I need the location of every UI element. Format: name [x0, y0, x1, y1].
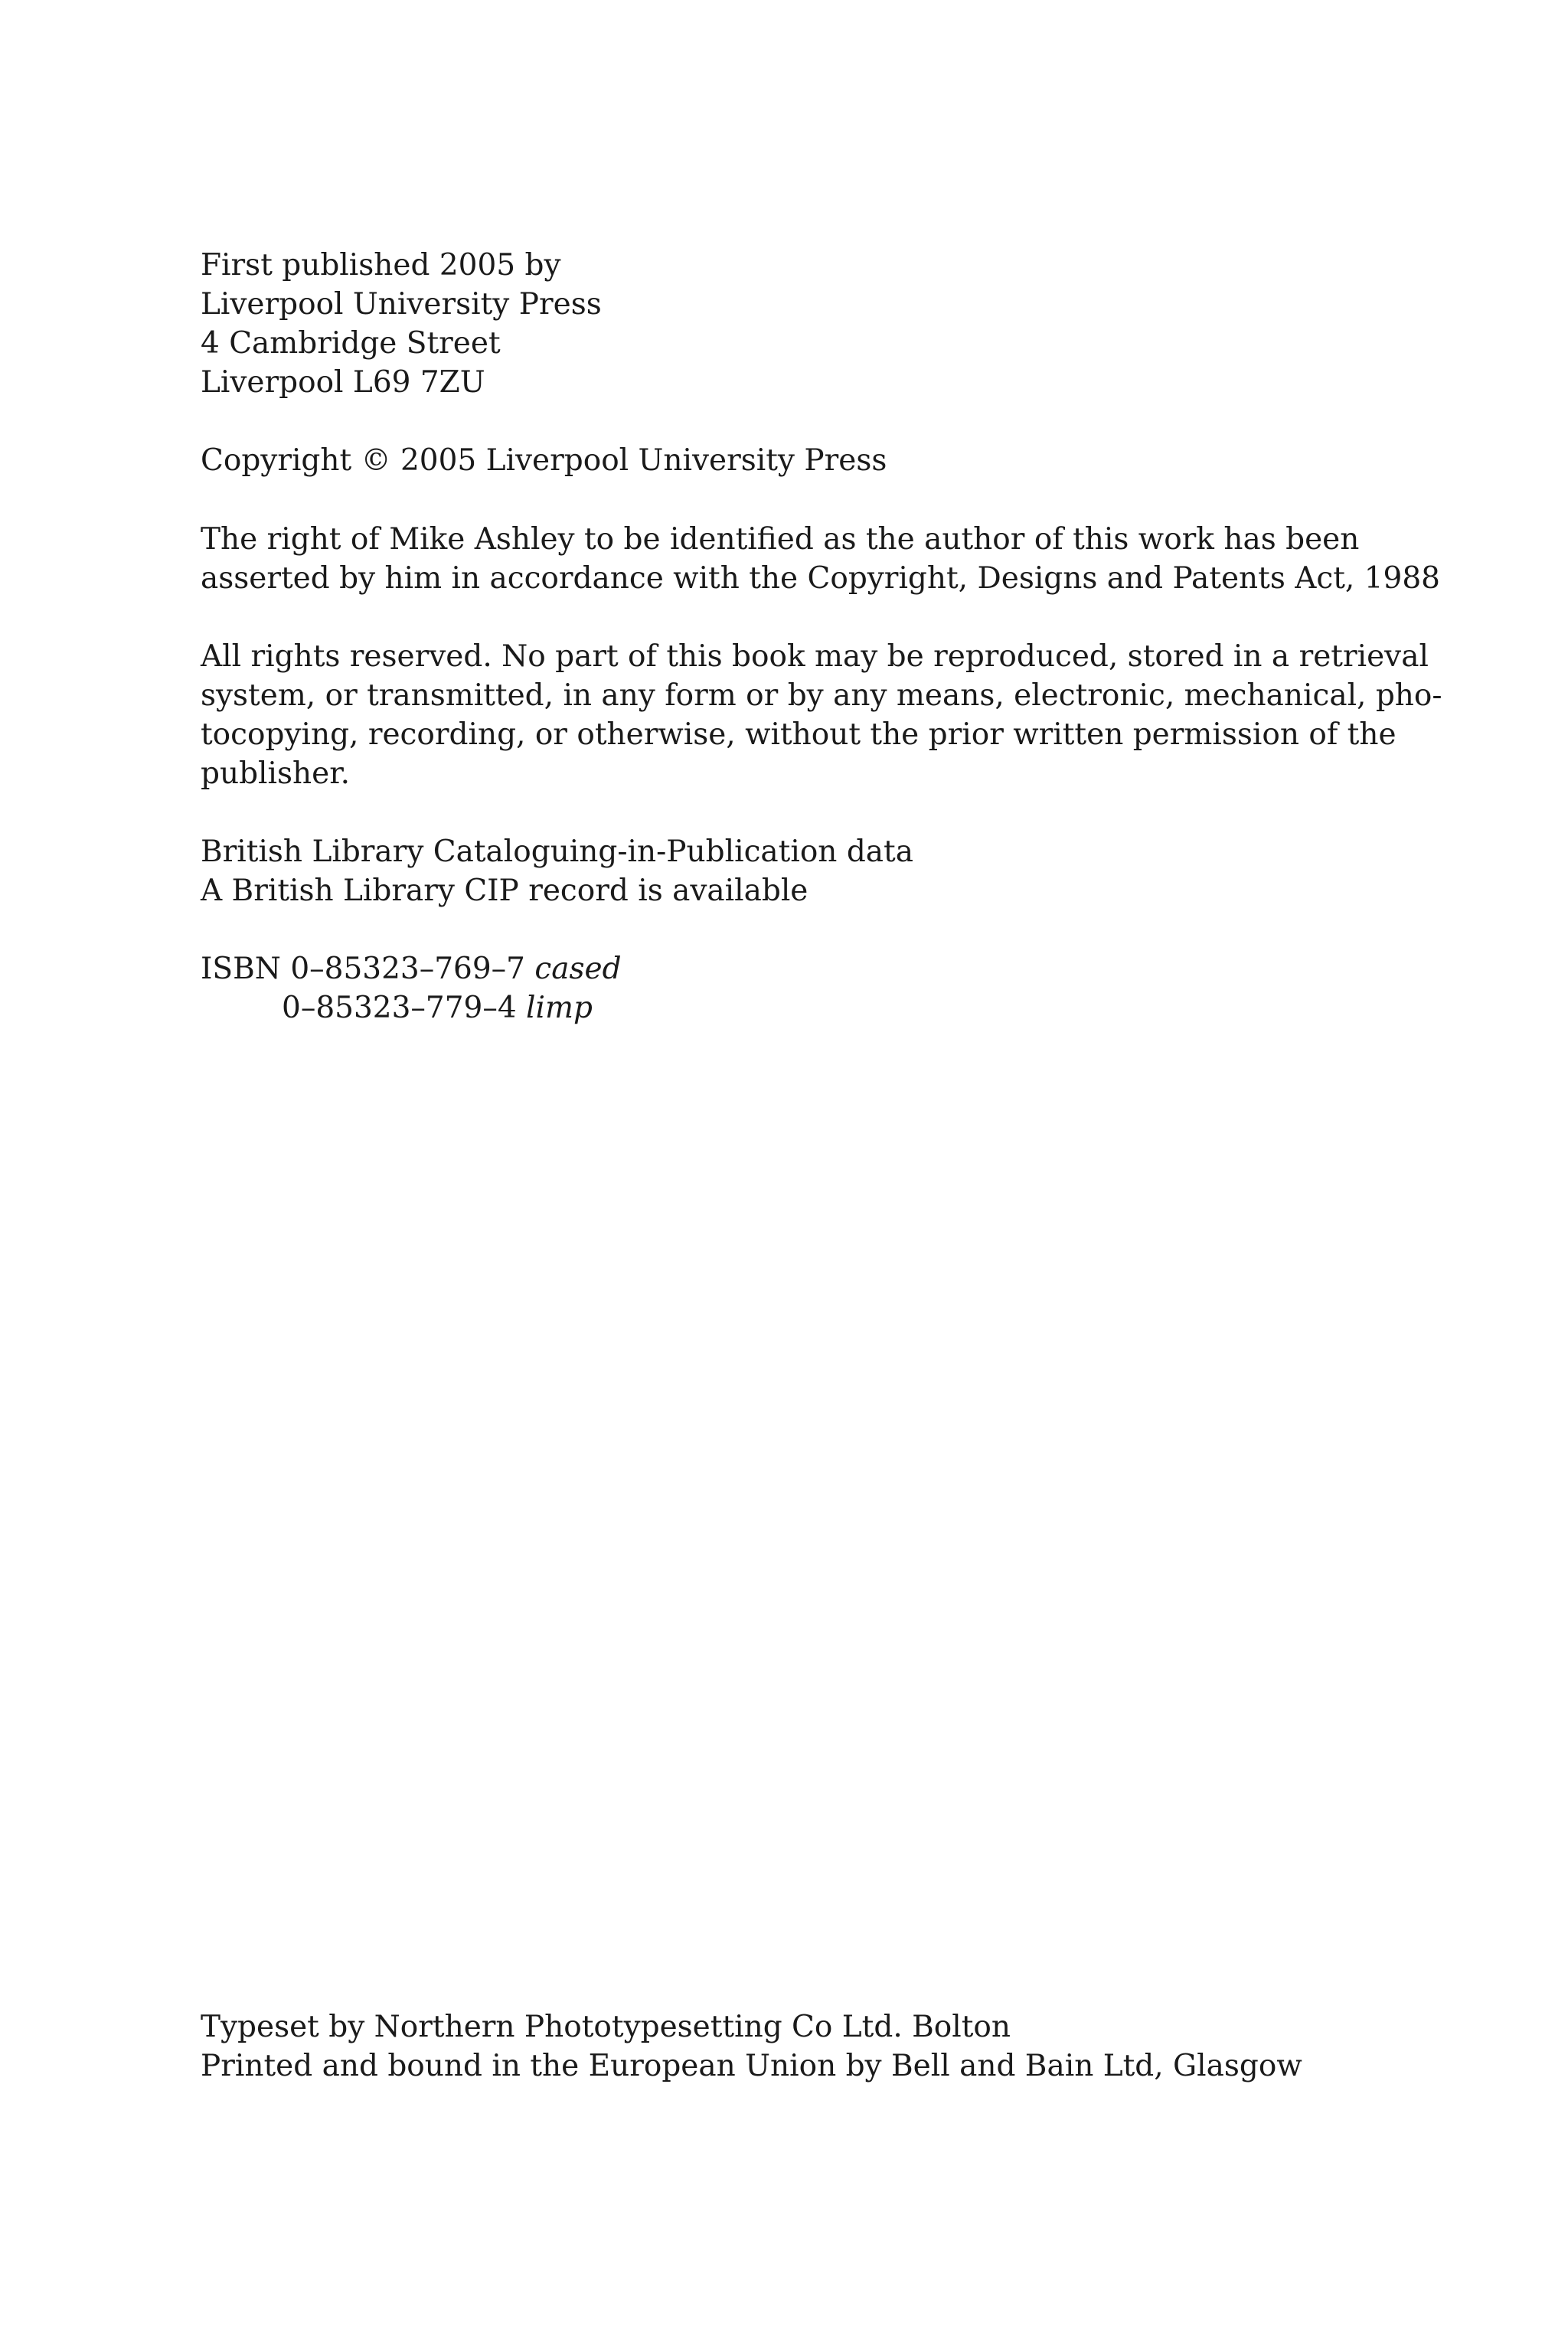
imprint-line: Liverpool L69 7ZU	[201, 365, 485, 400]
isbn-format: limp	[526, 991, 593, 1025]
moral-right-line: asserted by him in accordance with the Copyright, Designs and Patents Act, 1988	[201, 561, 1440, 596]
isbn-line-limp	[201, 988, 1380, 1027]
isbn-label: ISBN	[201, 952, 281, 986]
isbn-line-cased	[201, 949, 1380, 988]
cip-data	[201, 832, 1380, 910]
printer-line: Typeset by Northern Phototypesetting Co Ltd. Bolton	[201, 2010, 1011, 2044]
rights-line: publisher.	[201, 756, 350, 791]
isbn-format: cased	[534, 952, 622, 986]
rights-line: tocopying, recording, or otherwise, without the prior written permission of the	[201, 717, 1396, 752]
isbn-block	[201, 949, 1380, 1027]
isbn-number: 0–85323–769–7	[290, 952, 525, 986]
rights-line: system, or transmitted, in any form or by any means, electronic, mechanical, pho-	[201, 678, 1442, 713]
isbn-number: 0–85323–779–4	[282, 991, 517, 1025]
moral-right-statement	[201, 520, 1440, 598]
copyright-notice	[201, 441, 1380, 480]
imprint-line: First published 2005 by	[201, 248, 561, 283]
rights-line: All rights reserved. No part of this book may be reproduced, stored in a retrieval	[201, 639, 1429, 674]
cip-line: A British Library CIP record is available	[201, 874, 808, 908]
cip-line: British Library Cataloguing-in-Publication data	[201, 835, 913, 869]
imprint-block	[201, 246, 1380, 402]
rights-reserved-statement	[201, 637, 1442, 793]
printer-line: Printed and bound in the European Union by Bell and Bain Ltd, Glasgow	[201, 2049, 1302, 2083]
imprint-line: 4 Cambridge Street	[201, 326, 501, 361]
moral-right-line: The right of Mike Ashley to be identified as the author of this work has been	[201, 522, 1360, 557]
imprint-line: Liverpool University Press	[201, 287, 602, 322]
copyright-line: Copyright © 2005 Liverpool University Press	[201, 443, 887, 478]
printer-credits	[201, 2007, 1380, 2086]
